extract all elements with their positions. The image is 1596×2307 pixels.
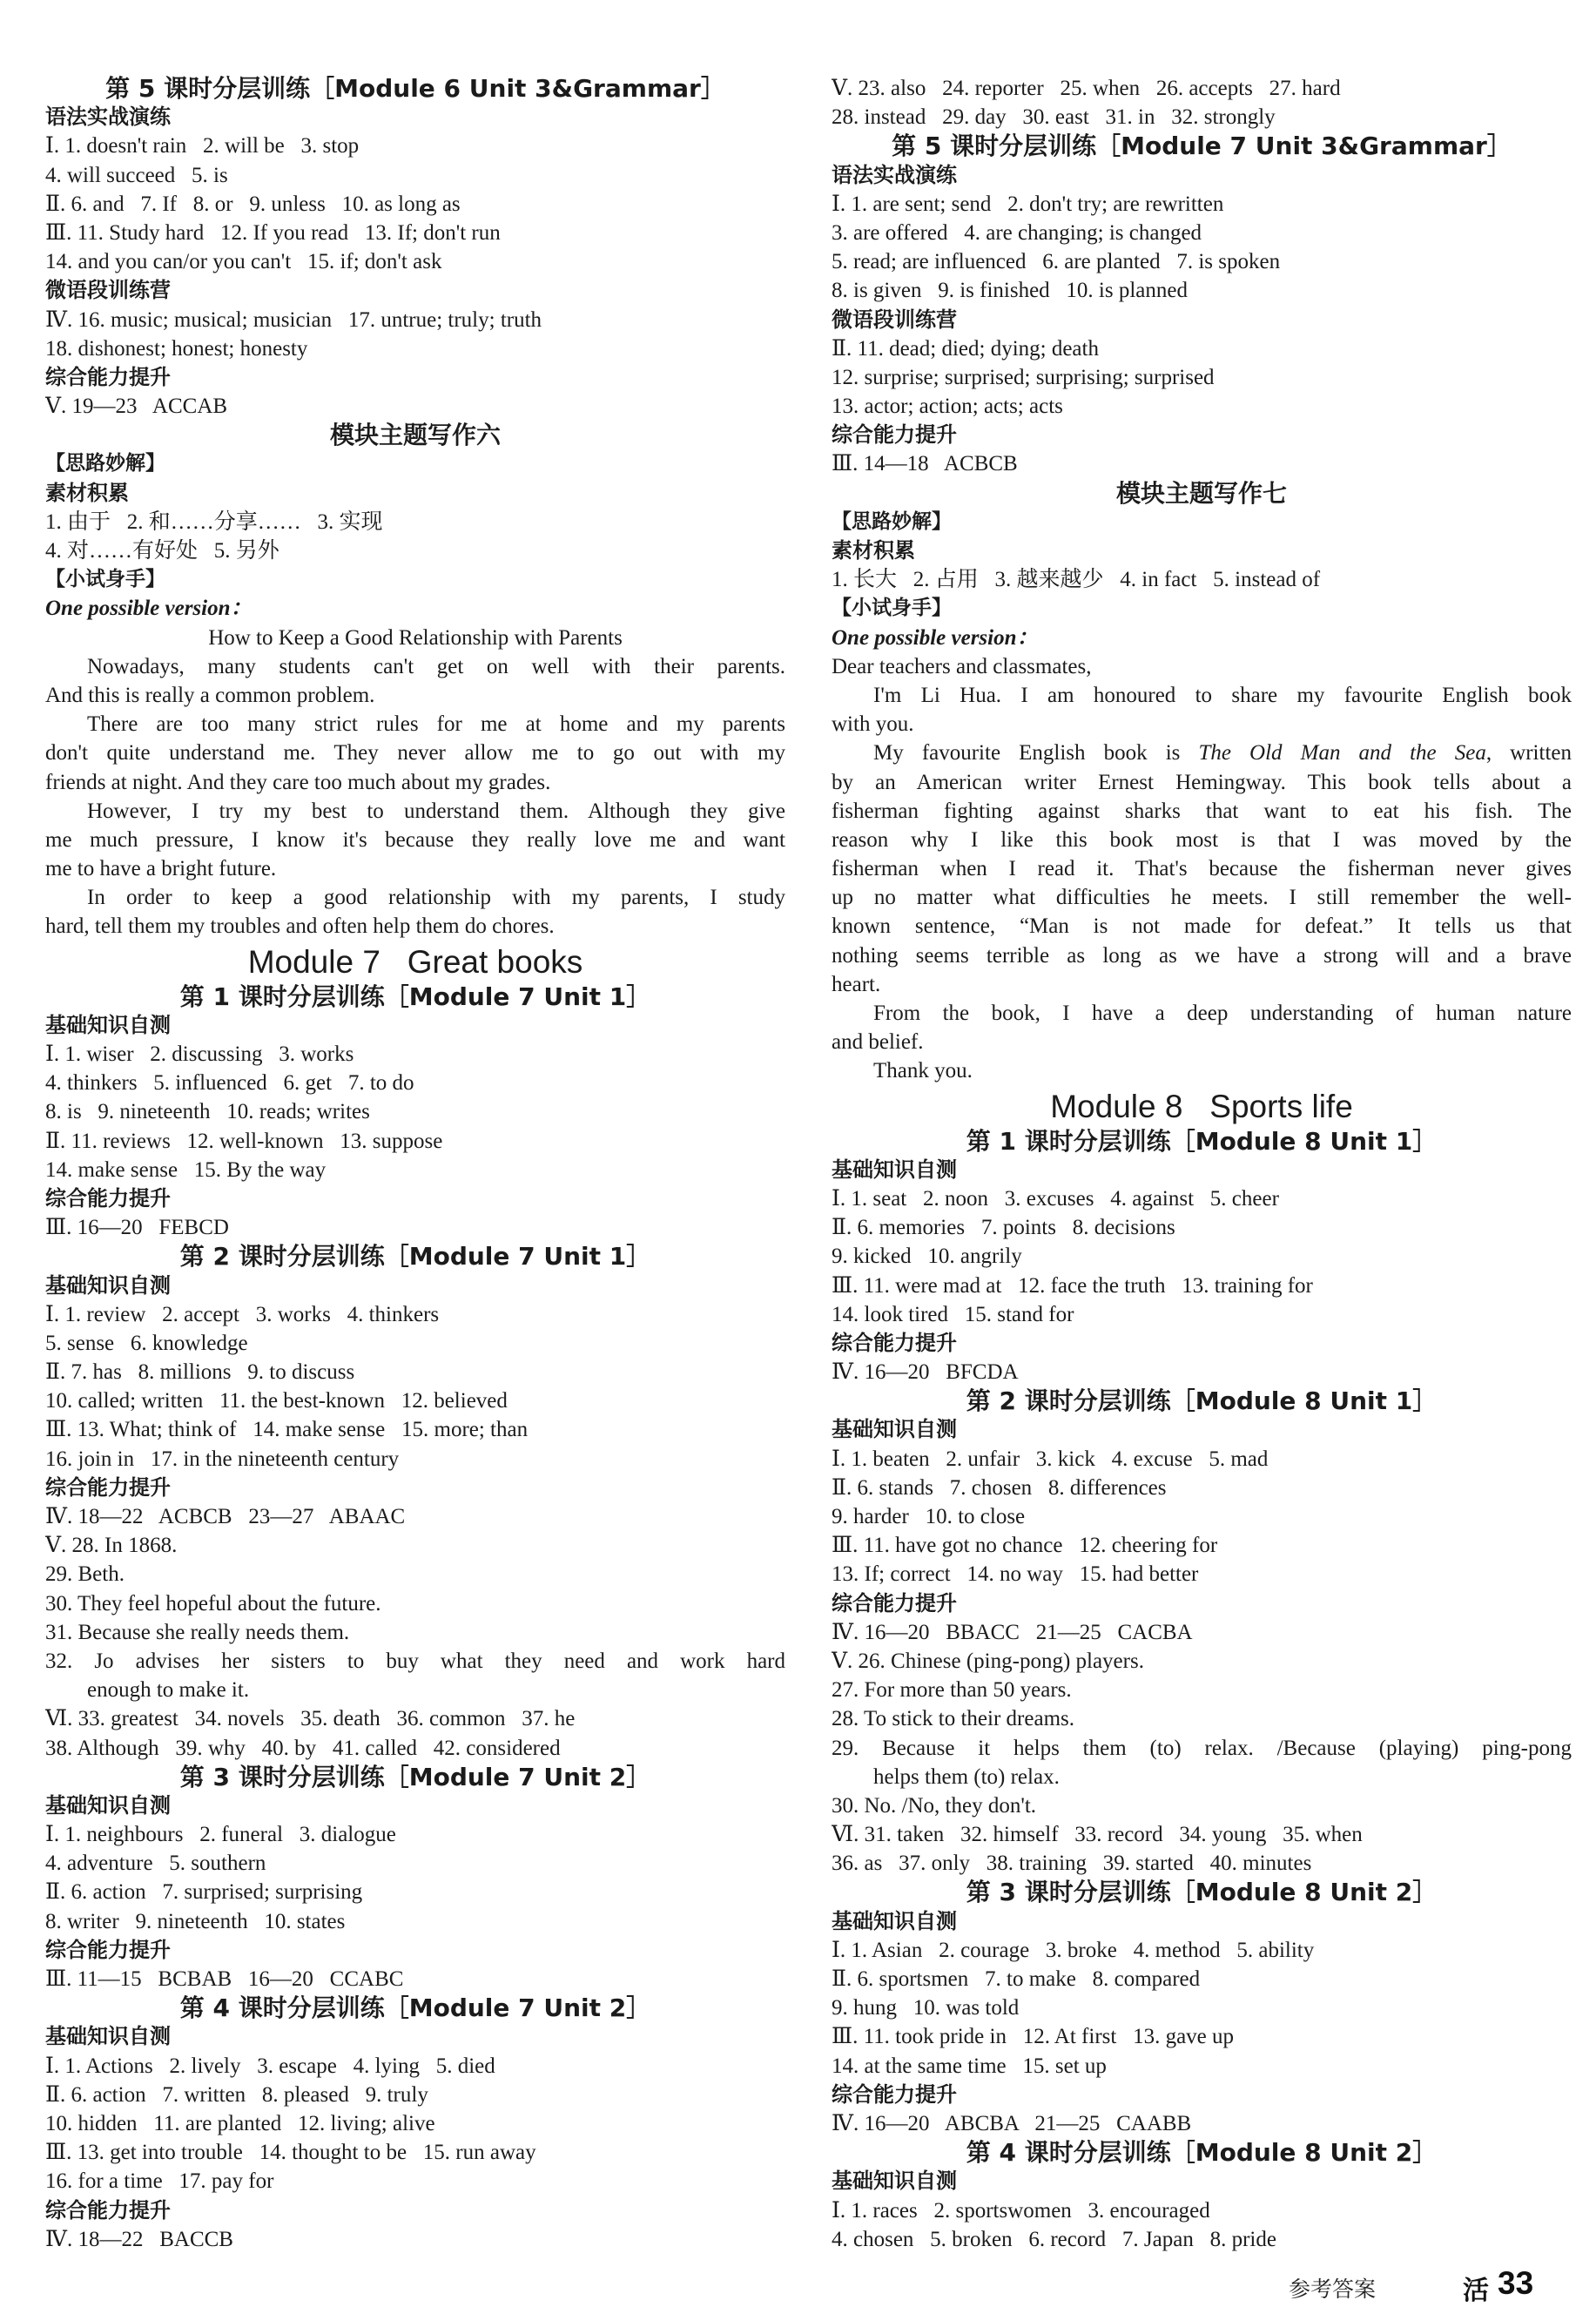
answer-line: 28. To stick to their dreams.: [832, 1707, 1074, 1731]
essay-line: up no matter what difficulties he meets. I still remember the well-: [832, 886, 1572, 910]
answer-line: 8. is given 9. is finished 10. is planned: [832, 279, 1188, 303]
section-label: 语法实战演练: [45, 105, 171, 130]
answer-line: 8. writer 9. nineteenth 10. states: [45, 1909, 346, 1933]
section-label: 基础知识自测: [832, 1908, 957, 1933]
answer-line: Ⅳ. 16—20 BFCDA: [832, 1360, 1019, 1385]
answer-line: Ⅴ. 26. Chinese (ping-pong) players.: [832, 1649, 1144, 1673]
essay-line: [832, 739, 1572, 767]
answer-line: 38. Although 39. why 40. by 41. called 42. considered: [45, 1736, 561, 1760]
version-label: One possible version：: [832, 625, 1039, 650]
answer-line: Ⅳ. 18—22 ACBCB 23—27 ABAAC: [45, 1505, 406, 1528]
essay-line: fisherman when I read it. That's because the fisherman never gives: [832, 857, 1572, 881]
section-label: 综合能力提升: [832, 1590, 957, 1616]
answer-line: 28. instead 29. day 30. east 31. in 32. strongly: [832, 105, 1276, 130]
lesson-title: 第 4 课时分层训练［Module 8 Unit 2］: [966, 2138, 1438, 2168]
answer-line: 30. They feel hopeful about the future.: [45, 1591, 381, 1616]
essay-line: friends at night. And they care too much about my grades.: [45, 770, 551, 794]
section-label: 素材积累: [832, 538, 915, 563]
answer-line: 5. sense 6. knowledge: [45, 1331, 248, 1355]
answer-line: Ⅰ. 1. wiser 2. discussing 3. works: [45, 1042, 354, 1066]
essay-line: known sentence, “Man is not made for defeat.” It tells us that: [832, 914, 1572, 939]
answer-line: Ⅰ. 1. races 2. sportswomen 3. encouraged: [832, 2198, 1210, 2223]
answer-line: Ⅲ. 11. have got no chance 12. cheering for: [832, 1534, 1218, 1558]
answer-line: 14. at the same time 15. set up: [832, 2054, 1107, 2078]
answer-line: 29. Beth.: [45, 1562, 125, 1587]
version-label: One possible version：: [45, 597, 253, 621]
answer-line: 27. For more than 50 years.: [832, 1678, 1072, 1703]
answer-line: Ⅰ. 1. seat 2. noon 3. excuses 4. against 5. cheer: [832, 1186, 1279, 1211]
answer-line: Ⅳ. 18—22 BACCB: [45, 2227, 233, 2251]
essay-line: There are too many strict rules for me at home and my parents: [87, 712, 785, 737]
answer-line: helps them (to) relax.: [873, 1764, 1060, 1789]
answer-line: Ⅱ. 6. and 7. If 8. or 9. unless 10. as long as: [45, 192, 461, 216]
answer-line: Ⅰ. 1. beaten 2. unfair 3. kick 4. excuse 5. mad: [832, 1447, 1269, 1471]
essay-line: And this is really a common problem.: [45, 683, 375, 707]
answer-line: 18. dishonest; honest; honesty: [45, 336, 308, 361]
section-label: 综合能力提升: [45, 2197, 171, 2223]
essay-line: However, I try my best to understand them. Although they give: [87, 799, 785, 823]
answer-line: 16. join in 17. in the nineteenth century: [45, 1447, 400, 1471]
footer-brand: 活: [1463, 2276, 1489, 2306]
section-label: 综合能力提升: [45, 1474, 171, 1500]
section-label: 综合能力提升: [832, 422, 957, 448]
answer-line: Ⅱ. 11. dead; died; dying; death: [832, 336, 1099, 361]
answer-line: Ⅰ. 1. review 2. accept 3. works 4. thinkers: [45, 1302, 440, 1326]
answer-line: Ⅴ. 19—23 ACCAB: [45, 395, 228, 419]
module-title: Module 7 Great books: [247, 943, 583, 980]
right-column: [832, 74, 1572, 2254]
tag-label: 【思路妙解】: [832, 509, 952, 533]
essay-line: nothing seems terrible as long as we have a strong will and a brave: [832, 943, 1572, 968]
essay-line: me much pressure, I know it's because they really love me and want: [45, 827, 785, 852]
lesson-title: 第 2 课时分层训练［Module 8 Unit 1］: [966, 1386, 1438, 1416]
answer-line: 4. adventure 5. southern: [45, 1852, 266, 1876]
answer-line: 10. called; written 11. the best-known 12. believed: [45, 1389, 508, 1413]
writing-theme-title: 模块主题写作六: [329, 421, 501, 450]
answer-line: 3. are offered 4. are changing; is changed: [832, 220, 1202, 245]
lesson-title: 第 1 课时分层训练［Module 7 Unit 1］: [179, 981, 651, 1011]
section-label: 素材积累: [45, 480, 129, 505]
section-label: 综合能力提升: [45, 364, 171, 389]
answer-line: Ⅰ. 1. doesn't rain 2. will be 3. stop: [45, 134, 360, 159]
section-label: 微语段训练营: [45, 278, 171, 303]
answer-line: 4. chosen 5. broken 6. record 7. Japan 8. pride: [832, 2227, 1276, 2251]
essay-line: In order to keep a good relationship with my parents, I study: [87, 886, 785, 910]
answer-line: enough to make it.: [87, 1678, 250, 1703]
section-label: 综合能力提升: [832, 2081, 957, 2107]
section-label: 综合能力提升: [832, 1330, 957, 1355]
answer-line: 5. read; are influenced 6. are planted 7. is spoken: [832, 250, 1281, 274]
material-line: 1. 由于 2. 和……分享…… 3. 实现: [45, 509, 383, 534]
lesson-title: 第 5 课时分层训练［Module 6 Unit 3&Grammar］: [105, 74, 725, 103]
answer-line: Ⅱ. 7. has 8. millions 9. to discuss: [45, 1360, 355, 1385]
answer-line: Ⅲ. 13. What; think of 14. make sense 15. more; than: [45, 1418, 529, 1442]
answer-line: 8. is 9. nineteenth 10. reads; writes: [45, 1100, 370, 1124]
essay-line: reason why I like this book most is that I was moved by the: [832, 827, 1572, 852]
essay-title: How to Keep a Good Relationship with Parents: [208, 625, 623, 650]
lesson-title: 第 3 课时分层训练［Module 7 Unit 2］: [179, 1762, 651, 1791]
answer-line: 4. will succeed 5. is: [45, 163, 228, 187]
tag-label: 【思路妙解】: [45, 452, 165, 476]
essay-line: hard, tell them my troubles and often help them do chores.: [45, 914, 555, 939]
writing-theme-title: 模块主题写作七: [1115, 478, 1287, 508]
answer-line: Ⅲ. 14—18 ACBCB: [832, 452, 1018, 476]
essay-line: heart.: [832, 972, 881, 996]
answer-line: Ⅰ. 1. neighbours 2. funeral 3. dialogue: [45, 1823, 396, 1847]
answer-line: Ⅴ. 28. In 1868.: [45, 1534, 178, 1558]
book-title: The Old Man and the Sea: [1198, 741, 1486, 766]
section-label: 语法实战演练: [832, 162, 957, 187]
essay-line: me to have a bright future.: [45, 857, 277, 881]
section-label: 基础知识自测: [45, 2024, 171, 2049]
answer-line: 30. No. /No, they don't.: [832, 1793, 1037, 1818]
lesson-title: 第 5 课时分层训练［Module 7 Unit 3&Grammar］: [892, 132, 1512, 161]
answer-line: 9. hung 10. was told: [832, 1996, 1020, 2020]
answer-line: Ⅵ. 31. taken 32. himself 33. record 34. young 35. when: [832, 1823, 1363, 1847]
answer-line: Ⅰ. 1. Actions 2. lively 3. escape 4. lying 5. died: [45, 2054, 495, 2078]
answer-line: Ⅲ. 13. get into trouble 14. thought to be 15. run away: [45, 2141, 536, 2165]
answer-line: Ⅱ. 6. stands 7. chosen 8. differences: [832, 1475, 1167, 1500]
tag-label: 【小试身手】: [832, 597, 952, 620]
answer-line: Ⅱ. 11. reviews 12. well-known 13. suppose: [45, 1129, 443, 1153]
section-label: 基础知识自测: [45, 1792, 171, 1818]
answer-line: 16. for a time 17. pay for: [45, 2169, 274, 2194]
answer-line: 36. as 37. only 38. training 39. started 40. minutes: [832, 1852, 1312, 1876]
section-label: 基础知识自测: [45, 1272, 171, 1298]
answer-line: Ⅱ. 6. action 7. written 8. pleased 9. truly: [45, 2082, 428, 2107]
left-column: [45, 74, 785, 2254]
answer-line: 12. surprise; surprised; surprising; surprised: [832, 365, 1215, 389]
page-footer: [1289, 2265, 1550, 2306]
essay-line: Thank you.: [873, 1059, 973, 1083]
section-label: 综合能力提升: [45, 1937, 171, 1962]
answer-line: 13. actor; action; acts; acts: [832, 395, 1063, 419]
page-number: 33: [1498, 2265, 1534, 2301]
essay-text: My favourite English book is: [873, 741, 1199, 766]
answer-line: 32. Jo advises her sisters to buy what they need and work hard: [45, 1649, 785, 1673]
section-label: 基础知识自测: [832, 1157, 957, 1182]
answer-line: Ⅰ. 1. are sent; send 2. don't try; are rewritten: [832, 192, 1224, 216]
answer-line: Ⅲ. 11. Study hard 12. If you read 13. If; don't run: [45, 220, 501, 245]
section-label: 基础知识自测: [832, 2169, 957, 2194]
tag-label: 【小试身手】: [45, 568, 165, 591]
answer-line: 10. hidden 11. are planted 12. living; alive: [45, 2111, 435, 2135]
answer-line: 14. and you can/or you can't 15. if; don't ask: [45, 250, 442, 274]
answer-line: 31. Because she really needs them.: [45, 1620, 350, 1644]
answer-line: Ⅰ. 1. Asian 2. courage 3. broke 4. method 5. ability: [832, 1938, 1315, 1962]
answer-line: Ⅳ. 16. music; musical; musician 17. untrue; truly; truth: [45, 307, 542, 332]
section-label: 综合能力提升: [45, 1185, 171, 1211]
section-label: 基础知识自测: [832, 1417, 957, 1442]
module-title: Module 8 Sports life: [1050, 1088, 1353, 1124]
answer-line: 9. harder 10. to close: [832, 1505, 1026, 1528]
lesson-title: 第 2 课时分层训练［Module 7 Unit 1］: [179, 1242, 651, 1272]
answer-line: Ⅴ. 23. also 24. reporter 25. when 26. accepts 27. hard: [832, 77, 1341, 100]
essay-line: Nowadays, many students can't get on well with their parents.: [87, 654, 785, 678]
material-line: 1. 长大 2. 占用 3. 越来越少 4. in fact 5. instead of: [832, 568, 1321, 592]
section-label: 基础知识自测: [45, 1012, 171, 1037]
footer-label: 参考答案: [1289, 2277, 1377, 2302]
answer-line: 13. If; correct 14. no way 15. had better: [832, 1562, 1199, 1587]
answer-line: Ⅲ. 11—15 BCBAB 16—20 CCABC: [45, 1967, 404, 1991]
answer-line: 9. kicked 10. angrily: [832, 1245, 1022, 1269]
answer-line: Ⅲ. 11. took pride in 12. At first 13. gave up: [832, 2025, 1235, 2049]
material-line: 4. 对……有好处 5. 另外: [45, 539, 279, 563]
lesson-title: 第 3 课时分层训练［Module 8 Unit 2］: [966, 1878, 1438, 1907]
answer-line: Ⅱ. 6. action 7. surprised; surprising: [45, 1880, 363, 1905]
answer-line: Ⅳ. 16—20 BBACC 21—25 CACBA: [832, 1620, 1193, 1644]
answer-line: Ⅱ. 6. sportsmen 7. to make 8. compared: [832, 1967, 1201, 1991]
essay-text: , written: [1485, 741, 1572, 766]
answer-line: 14. make sense 15. By the way: [45, 1157, 327, 1182]
essay-line: fisherman fighting against sharks that want to eat his fish. The: [832, 799, 1572, 823]
essay-line: I'm Li Hua. I am honoured to share my favourite English book: [873, 683, 1572, 707]
answer-line: Ⅵ. 33. greatest 34. novels 35. death 36. common 37. he: [45, 1707, 576, 1731]
answer-line: 29. Because it helps them (to) relax. /Because (playing) ping-pong: [832, 1736, 1572, 1760]
answer-line: Ⅱ. 6. memories 7. points 8. decisions: [832, 1216, 1175, 1240]
answer-line: Ⅳ. 16—20 ABCBA 21—25 CAABB: [832, 2111, 1192, 2135]
answer-line: Ⅲ. 16—20 FEBCD: [45, 1216, 229, 1240]
essay-line: Dear teachers and classmates,: [832, 654, 1092, 678]
answer-line: 4. thinkers 5. influenced 6. get 7. to do: [45, 1071, 414, 1096]
essay-line: with you.: [832, 712, 914, 737]
answer-line: Ⅲ. 11. were mad at 12. face the truth 13. training for: [832, 1273, 1313, 1298]
essay-line: don't quite understand me. They never allow me to go out with my: [45, 741, 785, 766]
lesson-title: 第 4 课时分层训练［Module 7 Unit 2］: [179, 1993, 651, 2023]
essay-line: From the book, I have a deep understanding of human nature: [873, 1002, 1572, 1025]
lesson-title: 第 1 课时分层训练［Module 8 Unit 1］: [966, 1126, 1438, 1156]
section-label: 微语段训练营: [832, 307, 957, 332]
essay-line: and belief.: [832, 1030, 924, 1055]
essay-line: by an American writer Ernest Hemingway. This book tells about a: [832, 770, 1572, 794]
answer-line: 14. look tired 15. stand for: [832, 1302, 1074, 1326]
